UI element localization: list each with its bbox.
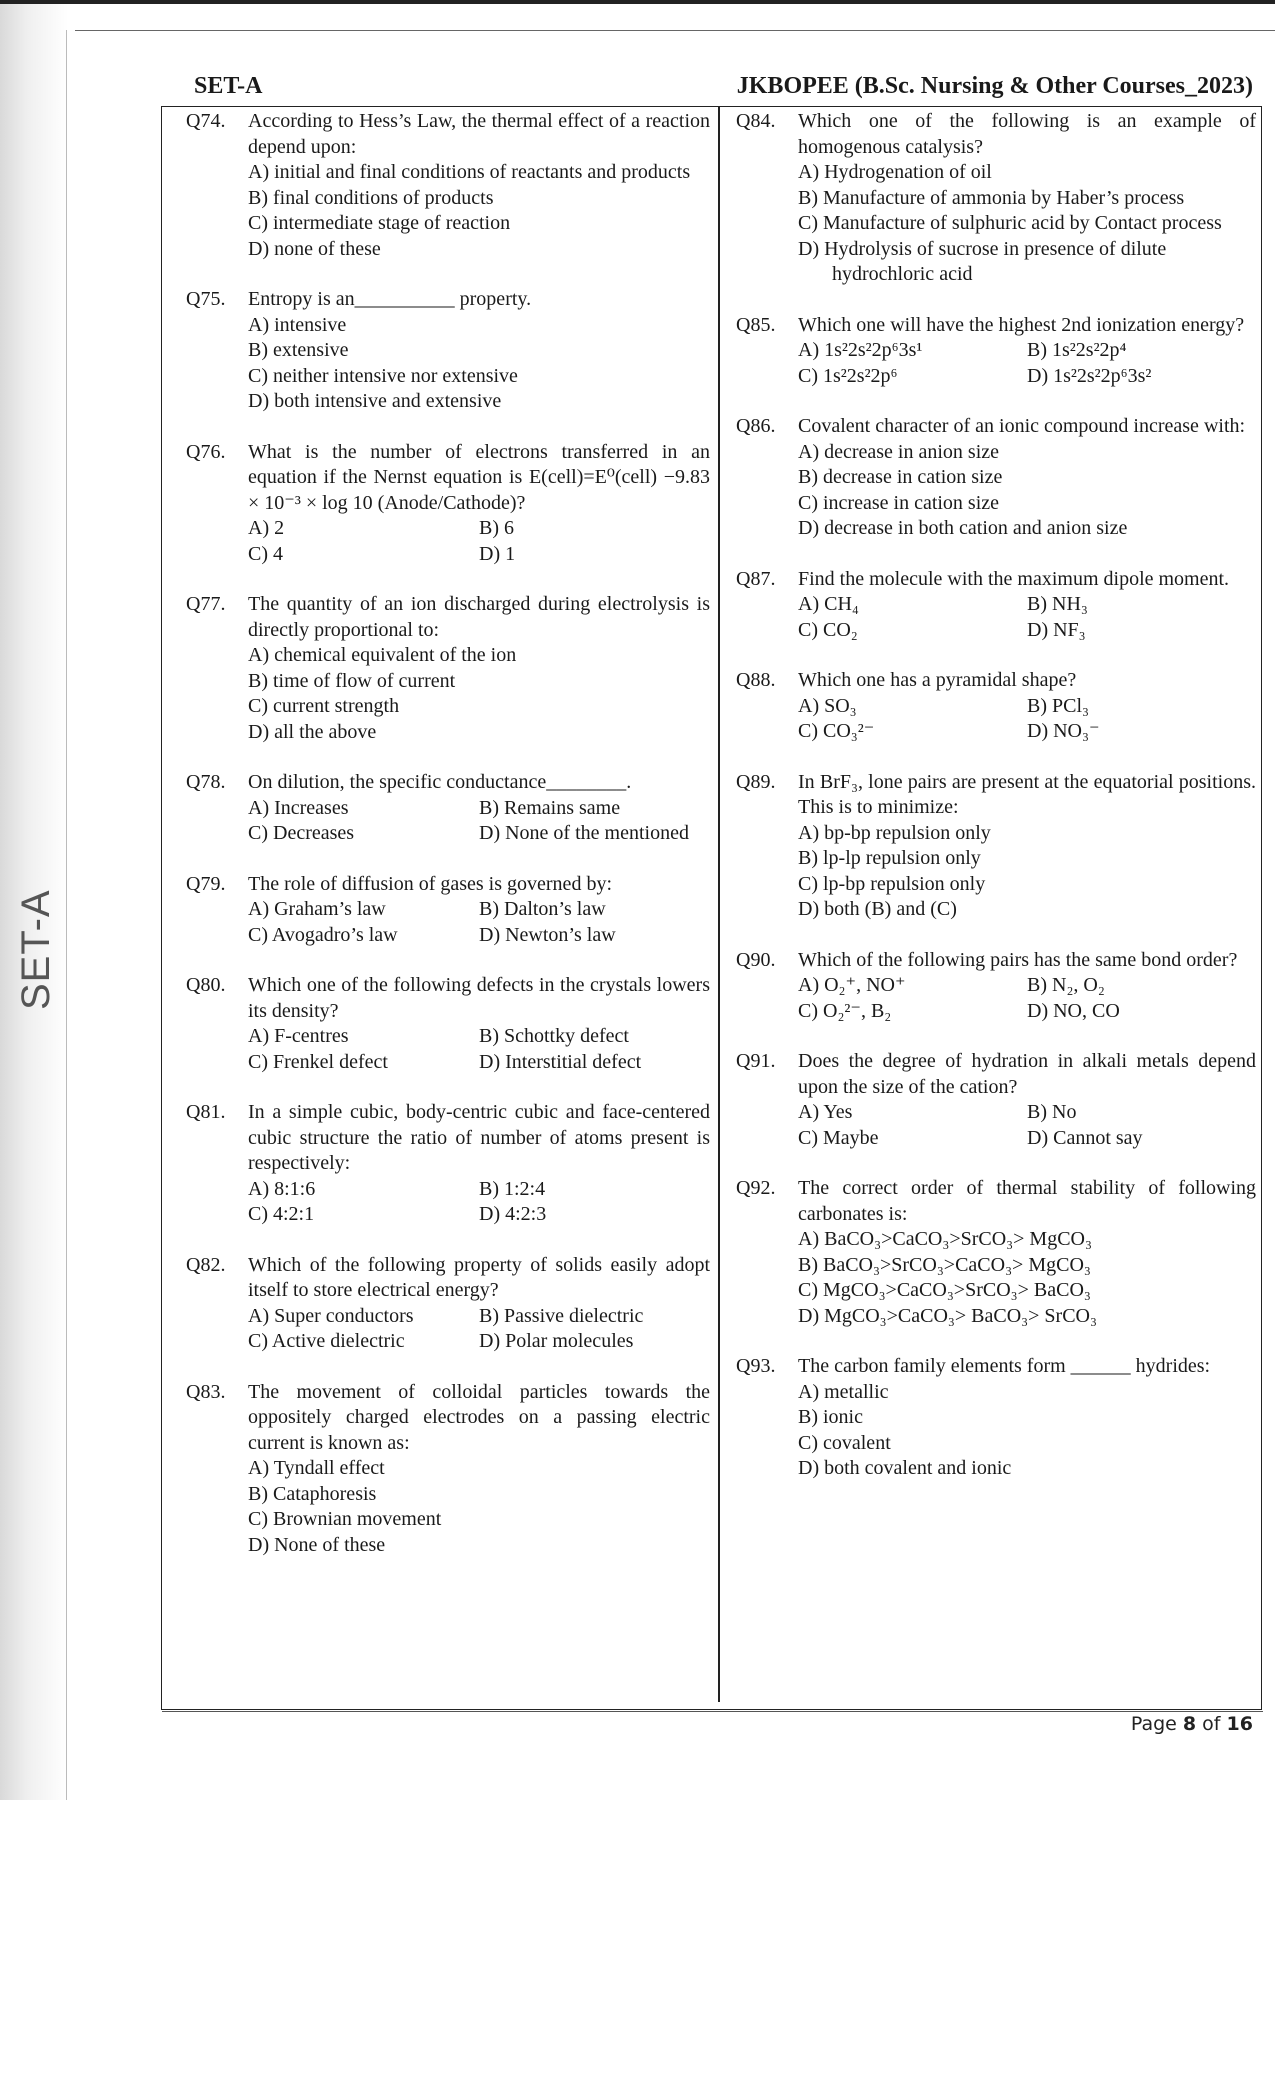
question-q76 <box>186 440 710 568</box>
question-q75 <box>186 287 710 415</box>
total-pages: 16 <box>1226 1713 1253 1735</box>
option: A) Graham’s law <box>248 898 386 920</box>
option: B) decrease in cation size <box>798 466 1003 488</box>
option: C) MgCO₃>CaCO₃>SrCO₃> BaCO₃ <box>798 1279 1091 1301</box>
option: B) final conditions of products <box>248 186 494 209</box>
option: D) 4:2:3 <box>479 1203 547 1225</box>
option: D) Polar molecules <box>479 1330 634 1352</box>
question-q86 <box>736 414 1256 542</box>
option: C) 4:2:1 <box>248 1203 315 1225</box>
option: B) Cataphoresis <box>248 1482 377 1505</box>
option: B) ionic <box>798 1406 863 1428</box>
question-q79 <box>186 872 710 949</box>
option: C) covalent <box>798 1431 891 1454</box>
option: B) Remains same <box>479 796 621 819</box>
question-text: Find the molecule with the maximum dipole moment. <box>798 567 1230 590</box>
question-number: Q76. <box>186 440 226 463</box>
question-text: The movement of colloidal particles towards the oppositely charged electrodes on a passing electric current is known as: <box>248 1380 710 1454</box>
question-number: Q87. <box>736 567 776 590</box>
question-number: Q91. <box>736 1050 776 1072</box>
option: C) Maybe <box>798 1126 879 1149</box>
question-text: Which one of the following is an example of homogenous catalysis? <box>798 110 1256 158</box>
option: A) decrease in anion size <box>798 440 1000 463</box>
option: A) metallic <box>798 1380 889 1403</box>
question-q82 <box>186 1253 710 1355</box>
option: B) No <box>1027 1101 1077 1123</box>
page-number <box>1131 1713 1253 1735</box>
question-text: Which one has a pyramidal shape? <box>798 669 1077 691</box>
option: D) Cannot say <box>1027 1126 1143 1149</box>
question-text: Which of the following property of solids easily adopt itself to store electrical energy? <box>248 1253 710 1301</box>
question-text: The correct order of thermal stability of following carbonates is: <box>798 1177 1256 1225</box>
footer-rule <box>162 1711 1263 1712</box>
option: D) 1s²2s²2p⁶3s² <box>1027 364 1152 387</box>
option: C) current strength <box>248 695 400 717</box>
option: C) Avogadro’s law <box>248 923 398 946</box>
set-label: SET-A <box>194 72 263 99</box>
question-text: Does the degree of hydration in alkali metals depend upon the size of the cation? <box>798 1050 1256 1098</box>
option: A) bp-bp repulsion only <box>798 821 991 844</box>
option: D) Newton’s law <box>479 923 616 946</box>
question-number: Q93. <box>736 1355 776 1377</box>
option: B) Passive dielectric <box>479 1304 644 1327</box>
question-text: What is the number of electrons transferred in an equation if the Nernst equation is E(cell)=E⁰(cell) −9.83 × 10⁻³ × log 10 (Anode/Cathode)? <box>248 440 710 514</box>
question-q85 <box>736 313 1256 390</box>
option: C) Active dielectric <box>248 1330 405 1352</box>
question-number: Q77. <box>186 593 226 615</box>
question-number: Q81. <box>186 1101 226 1123</box>
question-text: The role of diffusion of gases is governed by: <box>248 872 612 895</box>
question-q92 <box>736 1176 1256 1329</box>
option: D) both intensive and extensive <box>248 390 502 412</box>
question-q89 <box>736 770 1256 923</box>
question-text: Which one of the following defects in the crystals lowers its density? <box>248 974 710 1022</box>
question-number: Q86. <box>736 415 776 437</box>
question-q90 <box>736 948 1256 1025</box>
option: B) 1:2:4 <box>479 1177 546 1200</box>
option: B) lp-lp repulsion only <box>798 847 981 869</box>
option: B) N₂, O₂ <box>1027 974 1105 996</box>
option: A) Yes <box>798 1101 853 1123</box>
question-text: Covalent character of an ionic compound increase with: <box>798 415 1246 437</box>
question-number: Q83. <box>186 1380 226 1403</box>
question-number: Q79. <box>186 872 226 895</box>
option: D) Interstitial defect <box>479 1050 642 1073</box>
option: D) NO, CO <box>1027 999 1120 1022</box>
option: C) increase in cation size <box>798 491 1000 514</box>
question-text: Which of the following pairs has the same bond order? <box>798 948 1238 971</box>
option: C) Decreases <box>248 822 355 844</box>
option: B) NH₃ <box>1027 593 1088 615</box>
option: D) both (B) and (C) <box>798 898 957 920</box>
option: B) Schottky defect <box>479 1025 629 1047</box>
option: D) MgCO₃>CaCO₃> BaCO₃> SrCO₃ <box>798 1304 1097 1327</box>
question-q87 <box>736 567 1256 644</box>
question-text: Which one will have the highest 2nd ionization energy? <box>798 313 1245 336</box>
question-number: Q90. <box>736 948 776 971</box>
question-number: Q80. <box>186 974 226 996</box>
option: C) lp-bp repulsion only <box>798 872 986 895</box>
option: D) None of the mentioned <box>479 822 689 844</box>
exam-title: JKBOPEE (B.Sc. Nursing & Other Courses_2023) <box>736 72 1253 99</box>
page-top-edge <box>75 30 1275 31</box>
scan-top-edge <box>0 0 1275 4</box>
question-number: Q88. <box>736 669 776 691</box>
question-number: Q75. <box>186 288 226 310</box>
option: D) all the above <box>248 720 377 743</box>
option: C) 4 <box>248 542 283 565</box>
option: B) time of flow of current <box>248 669 456 692</box>
page-of: of <box>1196 1713 1227 1735</box>
question-text: On dilution, the specific conductance________. <box>248 771 632 793</box>
option: A) F-centres <box>248 1025 349 1047</box>
question-number: Q84. <box>736 110 776 132</box>
current-page: 8 <box>1182 1713 1197 1735</box>
option: C) O₂²⁻, B₂ <box>798 999 892 1022</box>
question-q80 <box>186 973 710 1075</box>
option: D) 1 <box>479 542 516 565</box>
option: B) extensive <box>248 339 349 361</box>
option: A) 1s²2s²2p⁶3s¹ <box>798 339 923 361</box>
question-q81 <box>186 1100 710 1228</box>
question-q78 <box>186 770 710 847</box>
option: A) Increases <box>248 796 349 819</box>
question-text: According to Hess’s Law, the thermal effect of a reaction depend upon: <box>248 110 710 158</box>
option: B) 1s²2s²2p⁴ <box>1027 339 1127 361</box>
binding-stamp: SET-A <box>14 889 58 1010</box>
option: A) 2 <box>248 517 285 539</box>
option: A) O₂⁺, NO⁺ <box>798 974 906 996</box>
option: A) BaCO₃>CaCO₃>SrCO₃> MgCO₃ <box>798 1228 1092 1250</box>
option: A) Hydrogenation of oil <box>798 161 992 183</box>
option: B) 6 <box>479 517 514 539</box>
option: B) PCl₃ <box>1027 694 1089 717</box>
page-left-edge <box>66 30 67 1800</box>
option: D) both covalent and ionic <box>798 1457 1012 1479</box>
question-number: Q92. <box>736 1177 776 1199</box>
question-q91 <box>736 1049 1256 1151</box>
option: C) CO₃²⁻ <box>798 720 875 742</box>
option: C) Frenkel defect <box>248 1050 388 1073</box>
option: D) None of these <box>248 1533 386 1556</box>
option: D) NF₃ <box>1027 618 1086 641</box>
question-text: In BrF₃, lone pairs are present at the equatorial positions. This is to minimize: <box>798 770 1256 818</box>
question-q93 <box>736 1354 1256 1482</box>
question-number: Q89. <box>736 770 776 793</box>
option: C) Brownian movement <box>248 1508 442 1530</box>
option: C) neither intensive nor extensive <box>248 364 518 387</box>
option: B) BaCO₃>SrCO₃>CaCO₃> MgCO₃ <box>798 1253 1091 1276</box>
question-number: Q78. <box>186 771 226 793</box>
option: A) intensive <box>248 313 347 336</box>
option: B) Manufacture of ammonia by Haber’s process <box>798 186 1185 209</box>
question-text: The quantity of an ion discharged during electrolysis is directly proportional to: <box>248 593 710 641</box>
option: A) Super conductors <box>248 1304 414 1327</box>
option: D) Hydrolysis of sucrose in presence of dilute hydrochloric acid <box>798 237 1167 285</box>
question-text: Entropy is an__________ property. <box>248 288 532 310</box>
page-prefix: Page <box>1130 1713 1183 1735</box>
option: C) CO₂ <box>798 618 858 641</box>
question-text: The carbon family elements form ______ hydrides: <box>798 1355 1211 1377</box>
option: D) none of these <box>248 237 381 260</box>
question-number: Q85. <box>736 313 776 336</box>
question-q88 <box>736 668 1256 745</box>
left-column <box>186 109 710 1583</box>
right-column <box>736 109 1256 1507</box>
option: A) CH₄ <box>798 593 859 615</box>
question-q83 <box>186 1380 710 1559</box>
option: D) decrease in both cation and anion size <box>798 517 1128 539</box>
option: A) SO₃ <box>798 694 857 717</box>
column-divider <box>718 106 720 1702</box>
option: D) NO₃⁻ <box>1027 720 1100 742</box>
question-q74 <box>186 109 710 262</box>
option: A) initial and final conditions of reactants and products <box>248 161 691 183</box>
option: C) intermediate stage of reaction <box>248 212 511 234</box>
question-q84 <box>736 109 1256 288</box>
question-number: Q74. <box>186 110 226 132</box>
question-text: In a simple cubic, body-centric cubic and face-centered cubic structure the ratio of number of atoms present is respectively: <box>248 1101 710 1174</box>
option: A) 8:1:6 <box>248 1177 316 1200</box>
question-number: Q82. <box>186 1253 226 1276</box>
question-q77 <box>186 592 710 745</box>
option: B) Dalton’s law <box>479 898 606 920</box>
option: C) 1s²2s²2p⁶ <box>798 364 898 387</box>
option: A) chemical equivalent of the ion <box>248 644 517 666</box>
page-header <box>194 66 1253 106</box>
option: A) Tyndall effect <box>248 1457 385 1479</box>
option: C) Manufacture of sulphuric acid by Contact process <box>798 212 1222 234</box>
